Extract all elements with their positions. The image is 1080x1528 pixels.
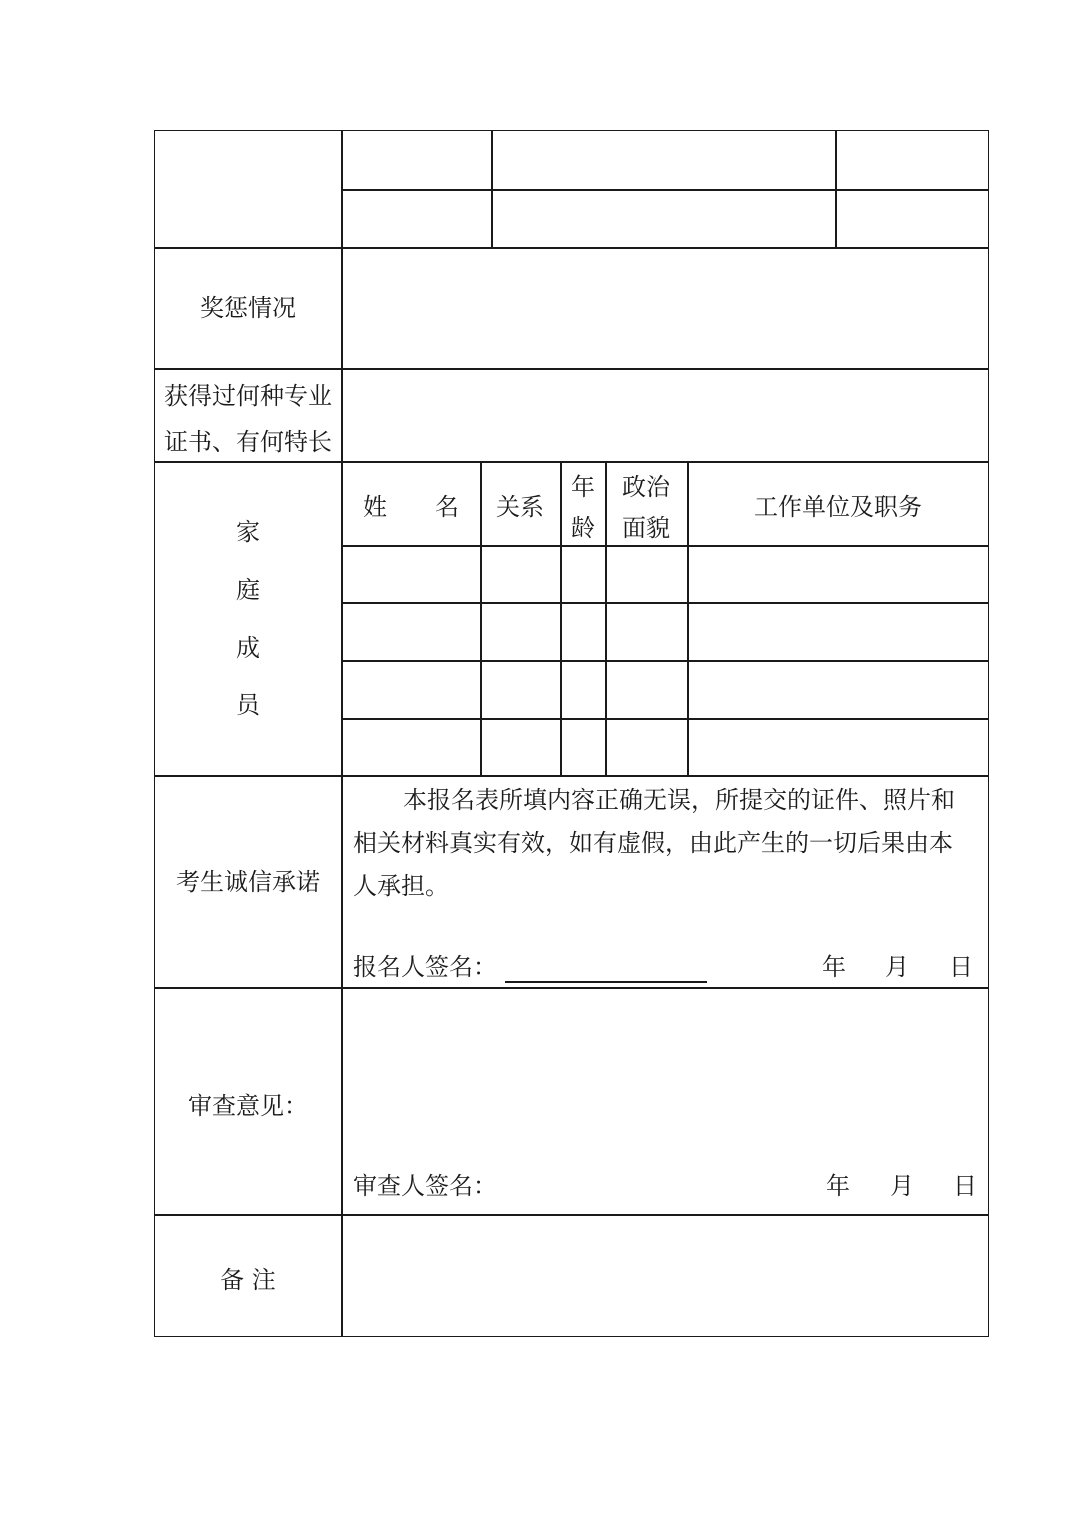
row-divider (155, 247, 988, 249)
family-label-char: 庭 (236, 576, 260, 604)
header-relation: 关系 (496, 493, 544, 521)
header-age-line2: 龄 (571, 514, 595, 542)
column-divider (341, 131, 343, 1336)
certificates-label-line2: 证书、有何特长 (164, 428, 332, 456)
applicant-signature-line[interactable] (505, 981, 707, 983)
family-label-char: 员 (236, 691, 260, 719)
family-col-divider (687, 461, 689, 775)
remarks-label: 备 注 (220, 1266, 276, 1294)
family-col-divider (480, 461, 482, 775)
family-row-divider (341, 660, 988, 662)
pledge-text-line1: 本报名表所填内容正确无误，所提交的证件、照片和 (403, 786, 955, 814)
pledge-label: 考生诚信承诺 (176, 868, 320, 896)
review-month-label: 月 (890, 1172, 914, 1200)
pledge-text-line2: 相关材料真实有效，如有虚假，由此产生的一切后果由本 (353, 829, 953, 857)
family-label-char: 成 (236, 634, 260, 662)
family-label-char: 家 (236, 518, 260, 546)
top-inner-col-divider (835, 131, 837, 247)
family-header-divider (341, 545, 988, 547)
row-divider (155, 987, 988, 989)
row-divider (155, 368, 988, 370)
pledge-text-line3: 人承担。 (353, 872, 449, 900)
top-inner-col-divider (491, 131, 493, 247)
header-political-line2: 面貌 (622, 514, 670, 542)
row-divider (155, 1214, 988, 1216)
family-col-divider (605, 461, 607, 775)
certificates-label-line1: 获得过何种专业 (164, 382, 332, 410)
top-inner-row-divider (341, 189, 988, 191)
family-row-divider (341, 602, 988, 604)
header-work: 工作单位及职务 (754, 493, 922, 521)
pledge-year-label: 年 (822, 953, 846, 981)
review-year-label: 年 (826, 1172, 850, 1200)
rewards-label: 奖惩情况 (200, 294, 296, 322)
reviewer-signature-label: 审查人签名： (353, 1172, 497, 1200)
header-political-line1: 政治 (622, 473, 670, 501)
row-divider (155, 775, 988, 777)
header-name: 姓 名 (363, 493, 459, 521)
registration-form-table (154, 130, 989, 1337)
pledge-month-label: 月 (885, 953, 909, 981)
row-divider (155, 461, 988, 463)
family-col-divider (560, 461, 562, 775)
review-day-label: 日 (953, 1172, 977, 1200)
pledge-day-label: 日 (949, 953, 973, 981)
header-age-line1: 年 (571, 473, 595, 501)
family-row-divider (341, 718, 988, 720)
applicant-signature-label: 报名人签名： (353, 953, 497, 981)
review-label: 审查意见： (188, 1092, 308, 1120)
